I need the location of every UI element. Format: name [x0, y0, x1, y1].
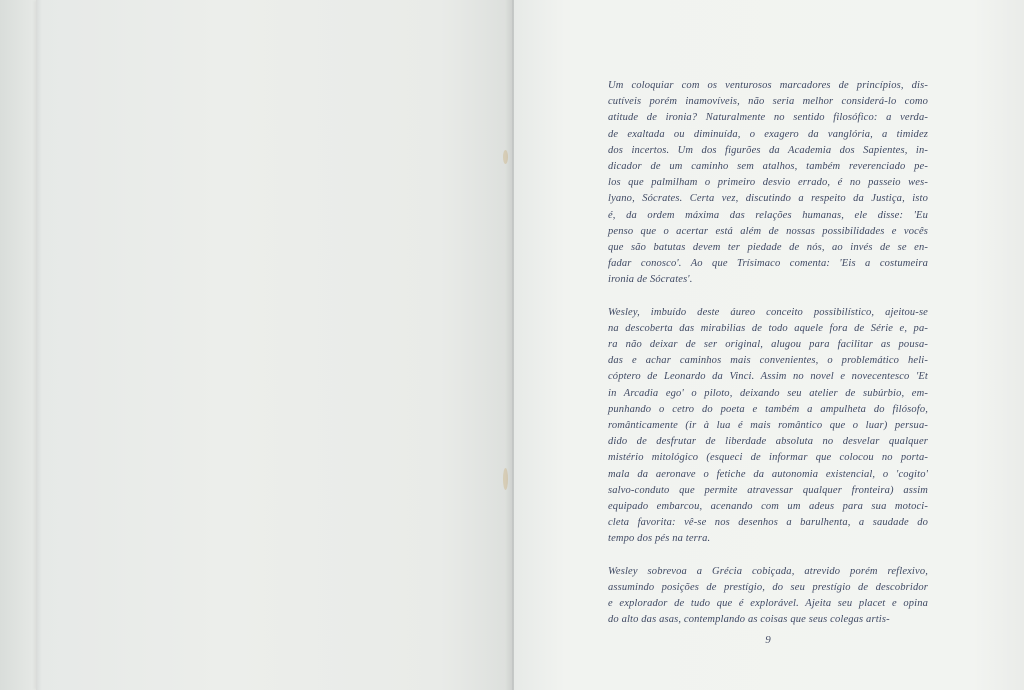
text-line: que são batutas devem ter piedade de nós, ao invés de se en-	[608, 242, 928, 254]
text-line: penso que o acertar está além de nossas possibilidades e vocês	[608, 225, 928, 237]
text-line: ra não deixar de ser original, alugou para facilitar as pousa-	[608, 339, 928, 351]
text-line: fadar conosco'. Ao que Trísimaco comenta: 'Eis a costumeira	[608, 258, 928, 270]
text-line: assumindo posições de prestígio, do seu prestígio de descobridor	[608, 581, 928, 593]
text-line: cleta favorita: vê-se nos desenhos a barulhenta, a saudade do	[608, 517, 928, 529]
text-line: in Arcadia ego' o piloto, deixando seu atelier de subúrbio, em-	[608, 387, 928, 399]
text-line: lyano, Sócrates. Certa vez, discutindo a respeito da Justiça, isto	[608, 193, 928, 205]
text-line: equipado embarcou, acenando com um adeus para sua motoci-	[608, 501, 928, 513]
text-line: do alto das asas, contemplando as coisas que seus colegas artis-	[608, 614, 890, 626]
text-line: dido de desfrutar de liberdade absoluta no desvelar qualquer	[608, 436, 928, 448]
text-line: cutíveis porém inamovíveis, não seria melhor considerá-lo como	[608, 96, 928, 108]
text-line: dicador de um caminho sem atalhos, também reverenciado pe-	[608, 161, 928, 173]
text-line: ironia de Sócrates'.	[608, 274, 693, 286]
text-line: tempo dos pés na terra.	[608, 533, 711, 545]
page-edge-shadow	[36, 0, 42, 690]
text-line: é, da ordem máxima das relações humanas, ele disse: 'Eu	[608, 209, 928, 221]
text-line: cóptero de Leonardo da Vinci. Assim no novel e novecentesco 'Et	[608, 371, 928, 383]
text-line: Wesley, imbuído deste áureo conceito possibilístico, ajeitou-se	[608, 306, 928, 318]
paragraph	[608, 564, 928, 629]
text-line: dos incertos. Um dos figurões da Academia dos Sapientes, in-	[608, 144, 928, 156]
right-page	[514, 0, 1024, 690]
page-number: 9	[765, 634, 771, 646]
text-line: punhando o cetro do poeta e também a ampulheta do filósofo,	[608, 403, 928, 415]
text-line: Wesley sobrevoa a Grécia cobiçada, atrevido porém reflexivo,	[608, 565, 928, 577]
left-page-blank	[36, 0, 512, 690]
body-text	[608, 78, 928, 645]
text-line: mistério mitológico (esqueci de informar que colocou no porta-	[608, 452, 928, 464]
text-line: das e achar caminhos mais convenientes, o problemático heli-	[608, 355, 928, 367]
text-line: salvo-conduto que permite atravessar qualquer fronteira) assim	[608, 484, 928, 496]
paragraph	[608, 305, 928, 548]
text-line: los que palmilham o primeiro desvio errado, é no passeio wes-	[608, 177, 928, 189]
text-line: e explorador de tudo que é explorável. Ajeita seu placet e opina	[608, 598, 928, 610]
text-line: na descoberta das mirabilias de todo aquele fora de Série e, pa-	[608, 322, 928, 334]
text-line: românticamente (ir à lua é mais romântico que o luar) persua-	[608, 420, 928, 432]
text-line: atitude de ironia? Naturalmente no sentido filosófico: a verda-	[608, 112, 928, 124]
text-line: de exaltada ou diminuída, o exagero da vanglória, a timidez	[608, 128, 928, 140]
text-line: mala da aeronave o fetiche da autonomia existencial, o 'cogito'	[608, 468, 928, 480]
paragraph	[608, 78, 928, 289]
text-line: Um coloquiar com os venturosos marcadores de princípios, dis-	[608, 80, 928, 91]
